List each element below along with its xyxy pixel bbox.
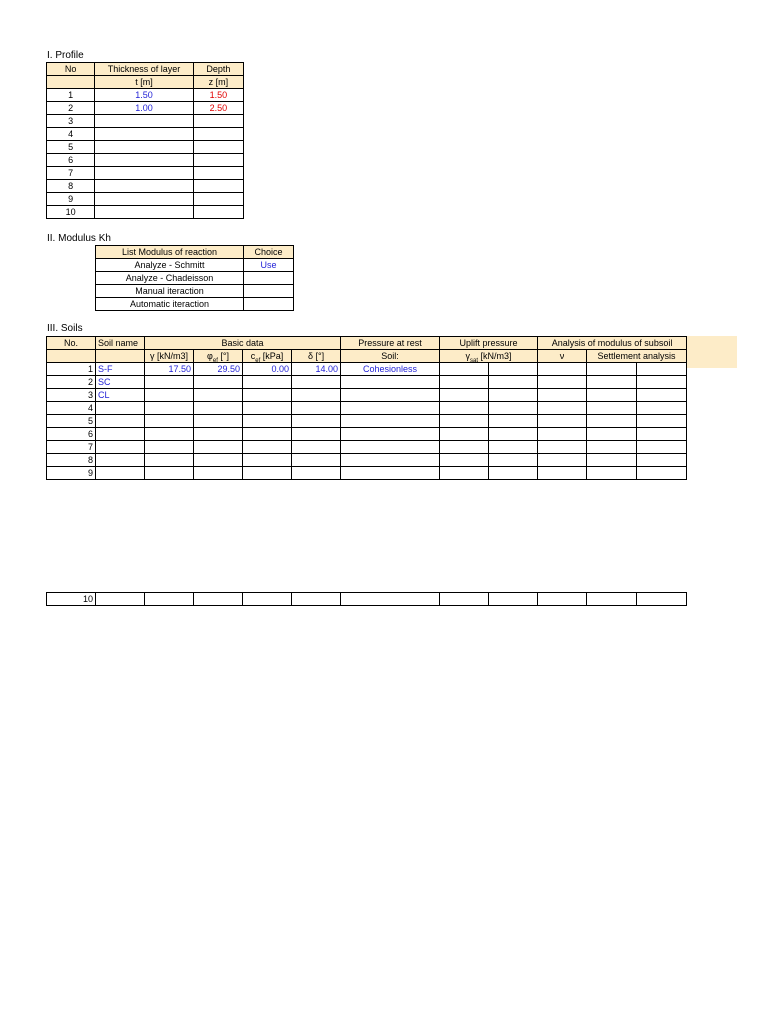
soils-header-analysis: Analysis of modulus of subsoil [538,337,687,350]
soil-cell[interactable] [587,593,637,606]
soil-cell[interactable] [489,593,538,606]
profile-row [47,206,244,219]
soil-cell[interactable] [538,593,587,606]
profile-row [47,102,244,115]
soil-cell[interactable] [587,441,637,454]
profile-thickness-cell[interactable] [95,154,194,167]
soil-cell[interactable] [489,428,538,441]
profile-row [47,154,244,167]
profile-row-no: 1 [47,89,95,102]
profile-depth-cell[interactable] [193,193,243,206]
soils-header-nu: ν [538,350,587,363]
soil-cell[interactable] [243,593,292,606]
soils-header-no-sub [47,350,96,363]
profile-row-no: 5 [47,141,95,154]
soil-cell[interactable] [538,376,587,389]
profile-depth-cell[interactable] [193,115,243,128]
soil-cell[interactable] [587,402,637,415]
profile-thickness-cell[interactable] [95,193,194,206]
soils-header-gamma-sat: $\gamma_{sat}$ [kN/m3] [440,350,538,363]
soil-type-cell[interactable]: Cohesionless [341,363,440,376]
profile-row [47,141,244,154]
soil-row-no: 3 [47,389,96,402]
profile-depth-cell[interactable] [193,141,243,154]
profile-thickness-cell[interactable]: 1.50 [95,89,194,102]
soil-cell[interactable] [489,376,538,389]
soil-cohesion-cell[interactable] [243,428,292,441]
soil-cell[interactable] [637,441,687,454]
soil-cell[interactable] [440,376,489,389]
soil-cell[interactable] [538,415,587,428]
modulus-title: II. Modulus Kh [47,233,111,244]
soil-phi-cell[interactable] [194,415,243,428]
soil-delta-cell[interactable] [292,376,341,389]
soil-delta-cell[interactable] [292,402,341,415]
soil-cell[interactable] [489,441,538,454]
modulus-row [96,272,294,285]
soil-type-cell[interactable] [341,389,440,402]
soil-cell[interactable] [440,593,489,606]
soils-header-no: No. [47,337,96,350]
soil-cell[interactable] [637,428,687,441]
profile-row [47,180,244,193]
soil-cohesion-cell[interactable] [243,454,292,467]
soil-gamma-cell[interactable] [145,376,194,389]
soil-row-no: 8 [47,454,96,467]
soil-cell[interactable] [637,402,687,415]
soil-gamma-cell[interactable] [145,428,194,441]
soil-row [47,363,687,376]
profile-row [47,115,244,128]
soil-delta-cell[interactable] [292,389,341,402]
profile-header-depth-unit: z [m] [193,76,243,89]
soil-cell[interactable] [587,376,637,389]
profile-header-no: No [47,63,95,76]
soils-header-basic-data: Basic data [145,337,341,350]
soil-row [47,389,687,402]
soil-type-cell[interactable] [341,428,440,441]
modulus-header-list: List Modulus of reaction [96,246,244,259]
soil-phi-cell[interactable] [194,467,243,480]
soil-cell[interactable] [538,402,587,415]
soil-type-cell[interactable] [341,402,440,415]
soil-delta-cell[interactable] [292,441,341,454]
soil-cell[interactable] [587,467,637,480]
soil-cell[interactable] [637,415,687,428]
soil-phi-cell[interactable] [194,402,243,415]
soil-type-cell[interactable] [341,454,440,467]
profile-depth-cell[interactable] [193,180,243,193]
soil-cell[interactable] [637,467,687,480]
soils-header-uplift: Uplift pressure [440,337,538,350]
soil-phi-cell[interactable] [194,454,243,467]
soil-cell[interactable] [538,428,587,441]
soil-row-no: 2 [47,376,96,389]
soil-cell[interactable] [538,389,587,402]
soil-phi-cell[interactable] [194,441,243,454]
profile-thickness-cell[interactable] [95,167,194,180]
soil-name-cell[interactable]: S-F [96,363,145,376]
soil-cohesion-cell[interactable] [243,467,292,480]
soils-header-name-sub [96,350,145,363]
soil-delta-cell[interactable] [292,428,341,441]
soil-type-cell[interactable] [341,441,440,454]
soil-type-cell[interactable] [341,467,440,480]
profile-depth-cell[interactable] [193,128,243,141]
soil-cell[interactable] [489,363,538,376]
soil-cohesion-cell[interactable] [243,389,292,402]
soil-name-cell[interactable] [96,467,145,480]
profile-thickness-cell[interactable] [95,128,194,141]
soil-cell[interactable] [637,454,687,467]
soil-row [47,376,687,389]
soil-cell[interactable] [440,363,489,376]
profile-thickness-cell[interactable] [95,206,194,219]
soil-cell[interactable] [489,454,538,467]
soil-cell[interactable] [96,593,145,606]
soil-gamma-cell[interactable] [145,402,194,415]
soil-delta-cell[interactable] [292,467,341,480]
modulus-choice-cell[interactable]: Use [244,259,294,272]
profile-depth-cell[interactable] [193,167,243,180]
soil-cell[interactable] [440,402,489,415]
soils-title: III. Soils [47,323,83,334]
profile-thickness-cell[interactable] [95,180,194,193]
soils-table [46,336,687,480]
modulus-option-label: Automatic iteraction [96,298,244,311]
modulus-choice-cell[interactable] [244,298,294,311]
soil-cell[interactable] [637,363,687,376]
soil-cell[interactable] [587,454,637,467]
soil-cell[interactable] [587,389,637,402]
soils-table-row-10 [46,592,687,606]
soil-cell[interactable] [440,454,489,467]
soil-gamma-cell[interactable] [145,454,194,467]
soil-row-no: 4 [47,402,96,415]
profile-row [47,89,244,102]
soils-header-soil: Soil: [341,350,440,363]
soil-cell[interactable] [538,467,587,480]
soil-cell[interactable] [587,363,637,376]
soil-row-no: 7 [47,441,96,454]
modulus-option-label: Analyze - Chadeisson [96,272,244,285]
soil-name-cell[interactable]: SC [96,376,145,389]
soil-cell[interactable] [489,415,538,428]
profile-row-no: 8 [47,180,95,193]
soils-header-phi: $\varphi_{ef}$ [°] [194,350,243,363]
soil-row [47,428,687,441]
soil-row [47,467,687,480]
soil-cell[interactable] [341,593,440,606]
profile-depth-cell[interactable]: 1.50 [193,89,243,102]
soil-row [47,415,687,428]
soil-cohesion-cell[interactable] [243,376,292,389]
soil-phi-cell[interactable]: 29.50 [194,363,243,376]
soil-cell[interactable] [440,415,489,428]
soil-cohesion-cell[interactable] [243,402,292,415]
soil-cell[interactable] [145,593,194,606]
profile-table [46,62,244,219]
soil-row-no: 9 [47,467,96,480]
soil-cell[interactable] [440,467,489,480]
modulus-header-choice: Choice [244,246,294,259]
soil-gamma-cell[interactable] [145,441,194,454]
soil-cell[interactable] [292,593,341,606]
profile-depth-cell[interactable] [193,154,243,167]
soil-delta-cell[interactable] [292,415,341,428]
profile-row-no: 3 [47,115,95,128]
profile-thickness-cell[interactable] [95,141,194,154]
soil-phi-cell[interactable] [194,376,243,389]
soils-header-delta: δ [°] [292,350,341,363]
soil-phi-cell[interactable] [194,428,243,441]
soil-row-no: 6 [47,428,96,441]
soil-name-cell[interactable] [96,415,145,428]
soil-name-cell[interactable] [96,441,145,454]
modulus-choice-cell[interactable] [244,272,294,285]
modulus-option-label: Analyze - Schmitt [96,259,244,272]
modulus-row [96,285,294,298]
profile-depth-cell[interactable] [193,206,243,219]
profile-thickness-cell[interactable] [95,115,194,128]
soils-header-settlement: Settlement analysis [587,350,687,363]
soil-cohesion-cell[interactable] [243,415,292,428]
modulus-row [96,298,294,311]
soil-cell[interactable] [538,441,587,454]
profile-depth-cell[interactable]: 2.50 [193,102,243,115]
soil-delta-cell[interactable] [292,454,341,467]
soil-cell[interactable] [440,441,489,454]
soil-cell[interactable] [489,467,538,480]
soil-row [47,402,687,415]
soil-phi-cell[interactable] [194,389,243,402]
soil-cell[interactable] [440,428,489,441]
soil-name-cell[interactable] [96,454,145,467]
soil-type-cell[interactable] [341,415,440,428]
soil-cell[interactable] [637,389,687,402]
soil-gamma-cell[interactable] [145,467,194,480]
soil-row-10-no: 10 [47,593,96,606]
modulus-row [96,259,294,272]
soil-name-cell[interactable] [96,402,145,415]
soil-name-cell[interactable]: CL [96,389,145,402]
profile-row-no: 10 [47,206,95,219]
soils-header-soil-name: Soil name [96,337,145,350]
profile-row-no: 2 [47,102,95,115]
soil-cell[interactable] [587,415,637,428]
soil-cohesion-cell[interactable]: 0.00 [243,363,292,376]
profile-row-no: 4 [47,128,95,141]
soil-cell[interactable] [587,428,637,441]
profile-row-no: 9 [47,193,95,206]
soils-header-pressure-rest: Pressure at rest [341,337,440,350]
soil-cell[interactable] [637,593,687,606]
profile-thickness-cell[interactable]: 1.00 [95,102,194,115]
soil-cell[interactable] [440,389,489,402]
profile-row [47,128,244,141]
profile-header-depth: Depth [193,63,243,76]
soil-gamma-cell[interactable] [145,389,194,402]
soil-row [47,454,687,467]
profile-row-no: 6 [47,154,95,167]
soils-header-cohesion: $c_{ef}$ [kPa] [243,350,292,363]
profile-row-no: 7 [47,167,95,180]
soil-gamma-cell[interactable]: 17.50 [145,363,194,376]
soil-row-no: 1 [47,363,96,376]
profile-header-thickness-unit: t [m] [95,76,194,89]
soil-type-cell[interactable] [341,376,440,389]
soil-gamma-cell[interactable] [145,415,194,428]
soil-cell[interactable] [538,454,587,467]
soil-row-no: 5 [47,415,96,428]
soil-cohesion-cell[interactable] [243,441,292,454]
profile-header-thickness: Thickness of layer [95,63,194,76]
profile-header-no-sub [47,76,95,89]
modulus-choice-cell[interactable] [244,285,294,298]
soil-cell[interactable] [489,389,538,402]
modulus-table [95,245,294,311]
soil-cell[interactable] [194,593,243,606]
profile-title: I. Profile [47,50,84,61]
modulus-option-label: Manual iteraction [96,285,244,298]
profile-row [47,193,244,206]
soil-cell[interactable] [538,363,587,376]
soils-header-gamma: γ [kN/m3] [145,350,194,363]
soil-cell[interactable] [637,376,687,389]
soil-row [47,441,687,454]
soil-name-cell[interactable] [96,428,145,441]
profile-row [47,167,244,180]
soil-cell[interactable] [489,402,538,415]
header-fill-extension [686,336,737,368]
soil-delta-cell[interactable]: 14.00 [292,363,341,376]
